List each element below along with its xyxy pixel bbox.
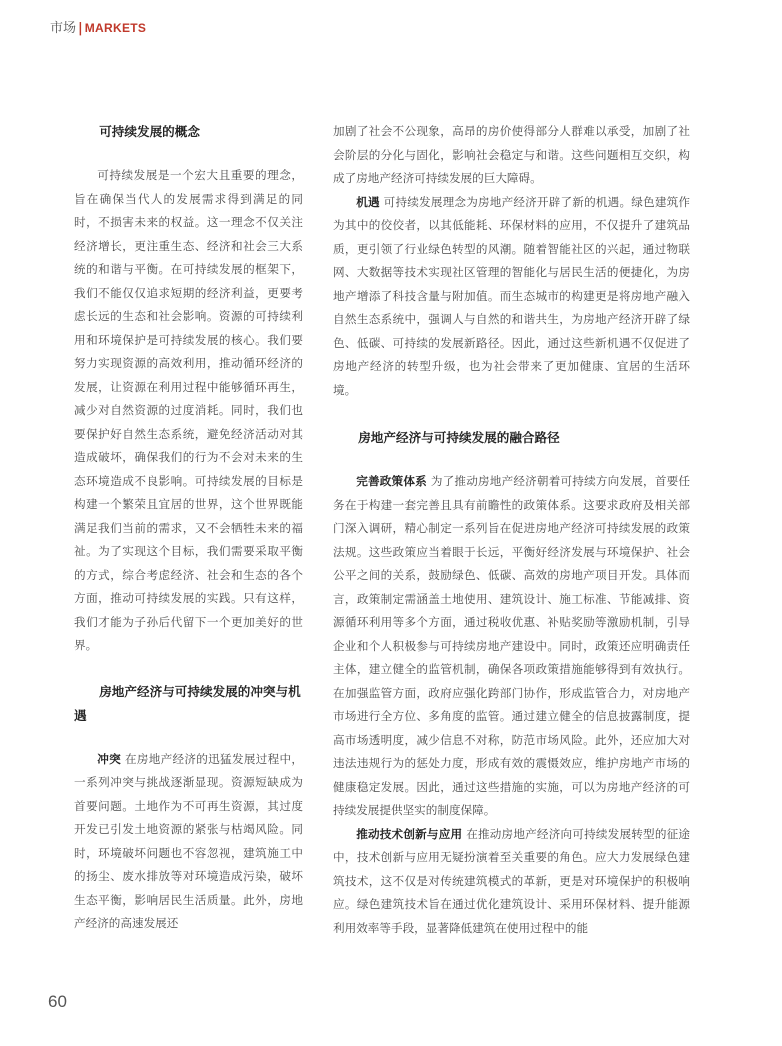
paragraph-opportunity-text: 可持续发展理念为房地产经济开辟了新的机遇。绿色建筑作为其中的佼佼者，以其低能耗、环保材料的应用，不仅提升了建筑品质，更引领了行业绿色转型的风潮。随着智能社区的兴起，通过物联网、大数据等技术实现社区管理的智能化与居民生活的便捷化，为房地产增添了科技含量与附加值。而生态城市的构建更是将房地产融入自然生态系统中，强调人与自然的和谐共生，为房地产经济开辟了绿色、低碳、可持续的发展新路径。因此，通过这些新机遇不仅促进了房地产经济的转型升级，也为社会带来了更加健康、宜居的生活环境。 [333,194,690,397]
section-brand: MARKETS [84,21,147,35]
paragraph-technology [333,823,690,941]
paragraph-policy [333,470,690,823]
left-column [74,120,303,936]
lead-policy: 完善政策体系 [356,474,427,488]
paragraph-opportunity [333,191,690,403]
heading-concept: 可持续发展的概念 [99,124,200,139]
paragraph-technology-text: 在推动房地产经济向可持续发展转型的征途中，技术创新与应用无疑扮演着至关重要的角色。应大力发展绿色建筑技术，这不仅是对传统建筑模式的革新，更是对环境保护的积极响应。绿色建筑技术旨在通过优化建筑设计、采用环保材料、提升能源利用效率等手段，显著降低建筑在使用过程中的能 [333,826,690,935]
page-number: 60 [48,992,67,1011]
section-label: 市场 [50,21,77,36]
lead-technology: 推动技术创新与应用 [356,826,463,841]
paragraph-concept: 可持续发展是一个宏大且重要的理念，旨在确保当代人的发展需求得到满足的同时，不损害未来的权益。这一理念不仅关注经济增长，更注重生态、经济和社会三大系统的和谐与平衡。在可持续发展的框架下，我们不能仅仅追求短期的经济利益，更要考虑长远的生态和社会影响。资源的可持续利用和环境保护是可持续发展的核心。我们要努力实现资源的高效利用，推动循环经济的发展，让资源在利用过程中能够循环再生，减少对自然资源的过度消耗。同时，我们也要保护好自然生态系统，避免经济活动对其造成破坏，确保我们的行为不会对未来的生态环境造成不良影响。可持续发展的目标是构建一个繁荣且宜居的世界，这个世界既能满足我们当前的需求，又不会牺牲未来的福祉。为了实现这个目标，我们需要采取平衡的方式，综合考虑经济、社会和生态的各个方面，推动可持续发展的实践。只有这样，我们才能为子孙后代留下一个更加美好的世界。 [74,168,303,652]
lead-opportunity: 机遇 [356,194,380,209]
heading-integration-path: 房地产经济与可持续发展的融合路径 [358,430,560,445]
paragraph-policy-text: 为了推动房地产经济朝着可持续方向发展，首要任务在于构建一套完善且具有前瞻性的政策体系。这要求政府及相关部门深入调研，精心制定一系列旨在促进房地产经济可持续发展的政策法规。这些政策应当着眼于长远，平衡好经济发展与环境保护、社会公平之间的关系，鼓励绿色、低碳、高效的房地产项目开发。具体而言，政策制定需涵盖土地使用、建筑设计、施工标准、节能减排、资源循环利用等多个方面，通过税收优惠、补贴奖励等激励机制，引导企业和个人积极参与可持续房地产建设中。同时，政策还应明确责任主体，建立健全的监管机制，确保各项政策措施能够得到有效执行。在加强监管方面，政府应强化跨部门协作，形成监管合力，对房地产市场进行全方位、多角度的监管。通过建立健全的信息披露制度，提高市场透明度，减少信息不对称，防范市场风险。此外，还应加大对违法违规行为的惩处力度，形成有效的震慑效应，维护房地产市场的健康稳定发展。因此，通过这些措施的实施，可以为房地产经济的可持续发展提供坚实的制度保障。 [333,474,690,817]
page-header [50,20,146,37]
paragraph-conflict [74,748,303,936]
paragraph-conflict-text: 在房地产经济的迅猛发展过程中，一系列冲突与挑战逐渐显现。资源短缺成为首要问题。土地作为不可再生资源，其过度开发已引发土地资源的紧张与枯竭风险。同时，环境破坏问题也不容忽视，建筑施工中的扬尘、废水排放等对环境造成污染，破坏生态平衡，影响居民生活质量。此外，房地产经济的高速发展还 [74,751,303,930]
right-column [333,120,690,940]
header-divider: | [78,21,83,36]
heading-conflict-opportunity: 房地产经济与可持续发展的冲突与机遇 [74,683,301,723]
lead-conflict: 冲突 [97,751,121,766]
paragraph-conflict-continued: 加剧了社会不公现象，高昂的房价使得部分人群难以承受，加剧了社会阶层的分化与固化，影响社会稳定与和谐。这些问题相互交织，构成了房地产经济可持续发展的巨大障碍。 [333,124,690,185]
